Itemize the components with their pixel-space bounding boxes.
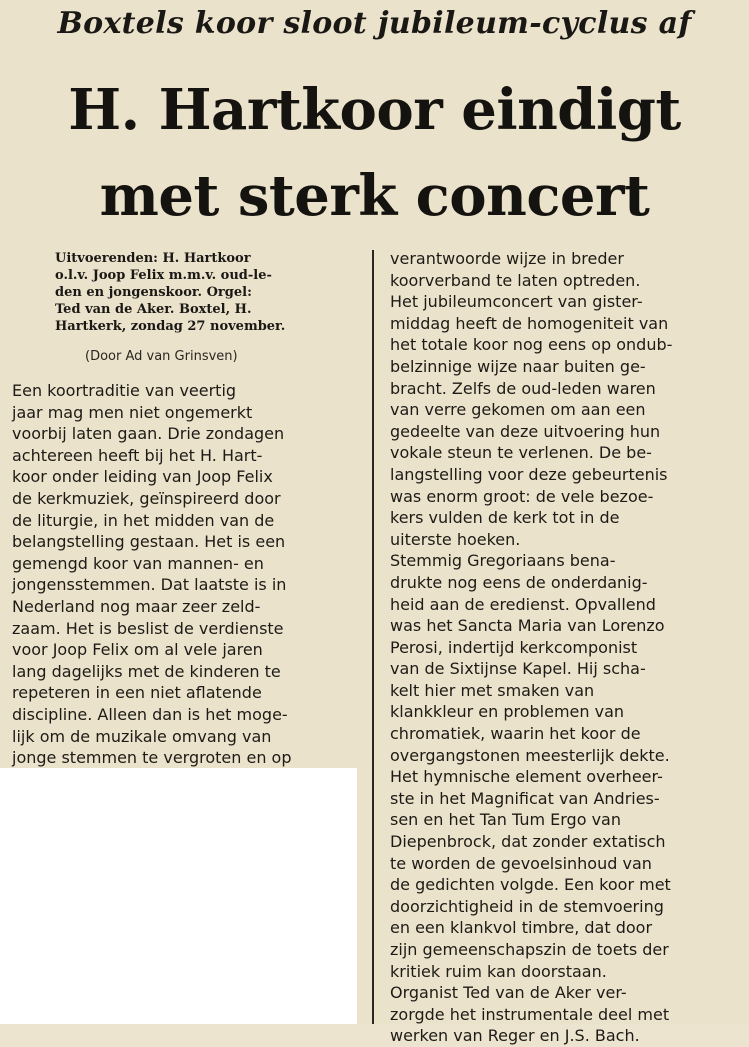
body-line: van de Sixtijnse Kapel. Hij scha-	[390, 659, 646, 679]
body-line: sen en het Tan Tum Ergo van	[390, 810, 621, 830]
headline-line-2: met sterk concert	[99, 163, 650, 229]
body-line: te worden de gevoelsinhoud van	[390, 853, 652, 873]
body-line: vokale steun te verlenen. De be-	[390, 443, 652, 463]
body-line: ste in het Magnificat van Andries-	[390, 788, 660, 808]
body-line: Nederland nog maar zeer zeld-	[12, 596, 261, 616]
kicker: Boxtels koor sloot jubileum-cyclus af	[57, 6, 692, 41]
body-line: discipline. Alleen dan is het moge-	[12, 704, 288, 724]
column-divider	[372, 250, 374, 1024]
body-line: Het hymnische element overheer-	[390, 767, 663, 787]
credits-line: den en jongenskoor. Orgel:	[55, 285, 252, 300]
body-line: chromatiek, waarin het koor de	[390, 724, 641, 744]
body-line: en een klankvol timbre, dat door	[390, 918, 653, 938]
body-line: middag heeft de homogeniteit van	[390, 313, 669, 333]
body-line: jaar mag men niet ongemerkt	[12, 402, 253, 422]
body-line: Stemmig Gregoriaans bena-	[390, 551, 616, 571]
body-line: voorbij laten gaan. Drie zondagen	[12, 424, 285, 444]
body-line: doorzichtigheid in de stemvoering	[390, 896, 664, 916]
credits-line: Hartkerk, zondag 27 november.	[55, 319, 286, 334]
body-line: heid aan de eredienst. Opvallend	[390, 594, 656, 614]
body-line: kritiek ruim kan doorstaan.	[390, 961, 607, 981]
body-line: overgangstonen meesterlijk dekte.	[390, 745, 670, 765]
body-line: koor onder leiding van Joop Felix	[12, 467, 273, 487]
body-line: van verre gekomen om aan een	[390, 400, 646, 420]
body-line: Het jubileumconcert van gister-	[390, 292, 643, 312]
body-line: kelt hier met smaken van	[390, 680, 595, 700]
body-line: repeteren in een niet aflatende	[12, 683, 262, 703]
body-line: jongensstemmen. Dat laatste is in	[12, 575, 287, 595]
body-line: lang dagelijks met de kinderen te	[12, 661, 281, 681]
body-line: de gedichten volgde. Een koor met	[390, 875, 671, 895]
body-line: gemengd koor van mannen- en	[12, 553, 264, 573]
performer-credits	[55, 250, 359, 335]
body-line: uiterste hoeken.	[390, 529, 521, 549]
headline-line-1: H. Hartkoor eindigt	[68, 77, 681, 143]
credits-line: o.l.v. Joop Felix m.m.v. oud-le-	[55, 268, 272, 283]
blank-cutout	[0, 768, 357, 1024]
body-line: klankkleur en problemen van	[390, 702, 625, 722]
body-line: zijn gemeenschapszin de toets der	[390, 940, 669, 959]
body-line: bracht. Zelfs de oud-leden waren	[390, 378, 656, 398]
body-line: lijk om de muzikale omvang van	[12, 726, 272, 746]
right-column	[390, 248, 740, 1047]
body-line: voor Joop Felix om al vele jaren	[12, 640, 263, 660]
body-line: belangstelling gestaan. Het is een	[12, 532, 286, 552]
body-line: Een koortraditie van veertig	[12, 381, 237, 400]
body-line: werken van Reger en J.S. Bach.	[390, 1026, 640, 1046]
body-line: Organist Ted van de Aker ver-	[390, 983, 627, 1003]
credits-line: Uitvoerenden: H. Hartkoor	[55, 251, 251, 266]
body-line: het totale koor nog eens op ondub-	[390, 335, 673, 355]
body-line: verantwoorde wijze in breder	[390, 249, 624, 268]
body-line: kers vulden de kerk tot in de	[390, 508, 620, 528]
body-line: de liturgie, in het midden van de	[12, 510, 275, 530]
body-line: koorverband te laten optreden.	[390, 270, 641, 290]
body-line: de kerkmuziek, geïnspireerd door	[12, 488, 281, 508]
body-line: Perosi, indertijd kerkcomponist	[390, 637, 638, 657]
left-column	[12, 380, 359, 769]
body-line: drukte nog eens de onderdanig-	[390, 572, 648, 592]
body-line: langstelling voor deze gebeurtenis	[390, 464, 668, 484]
byline: (Door Ad van Grinsven)	[85, 349, 238, 364]
body-line: was het Sancta Maria van Lorenzo	[390, 616, 665, 636]
body-line: jonge stemmen te vergroten en op	[12, 748, 292, 768]
body-line: Diepenbrock, dat zonder extatisch	[390, 832, 666, 852]
body-line: was enorm groot: de vele bezoe-	[390, 486, 654, 506]
body-line: zorgde het instrumentale deel met	[390, 1004, 670, 1024]
body-line: belzinnige wijze naar buiten ge-	[390, 356, 646, 376]
body-line: zaam. Het is beslist de verdienste	[12, 618, 284, 638]
body-line: gedeelte van deze uitvoering hun	[390, 421, 661, 441]
body-line: achtereen heeft bij het H. Hart-	[12, 445, 263, 465]
credits-line: Ted van de Aker. Boxtel, H.	[55, 302, 252, 317]
